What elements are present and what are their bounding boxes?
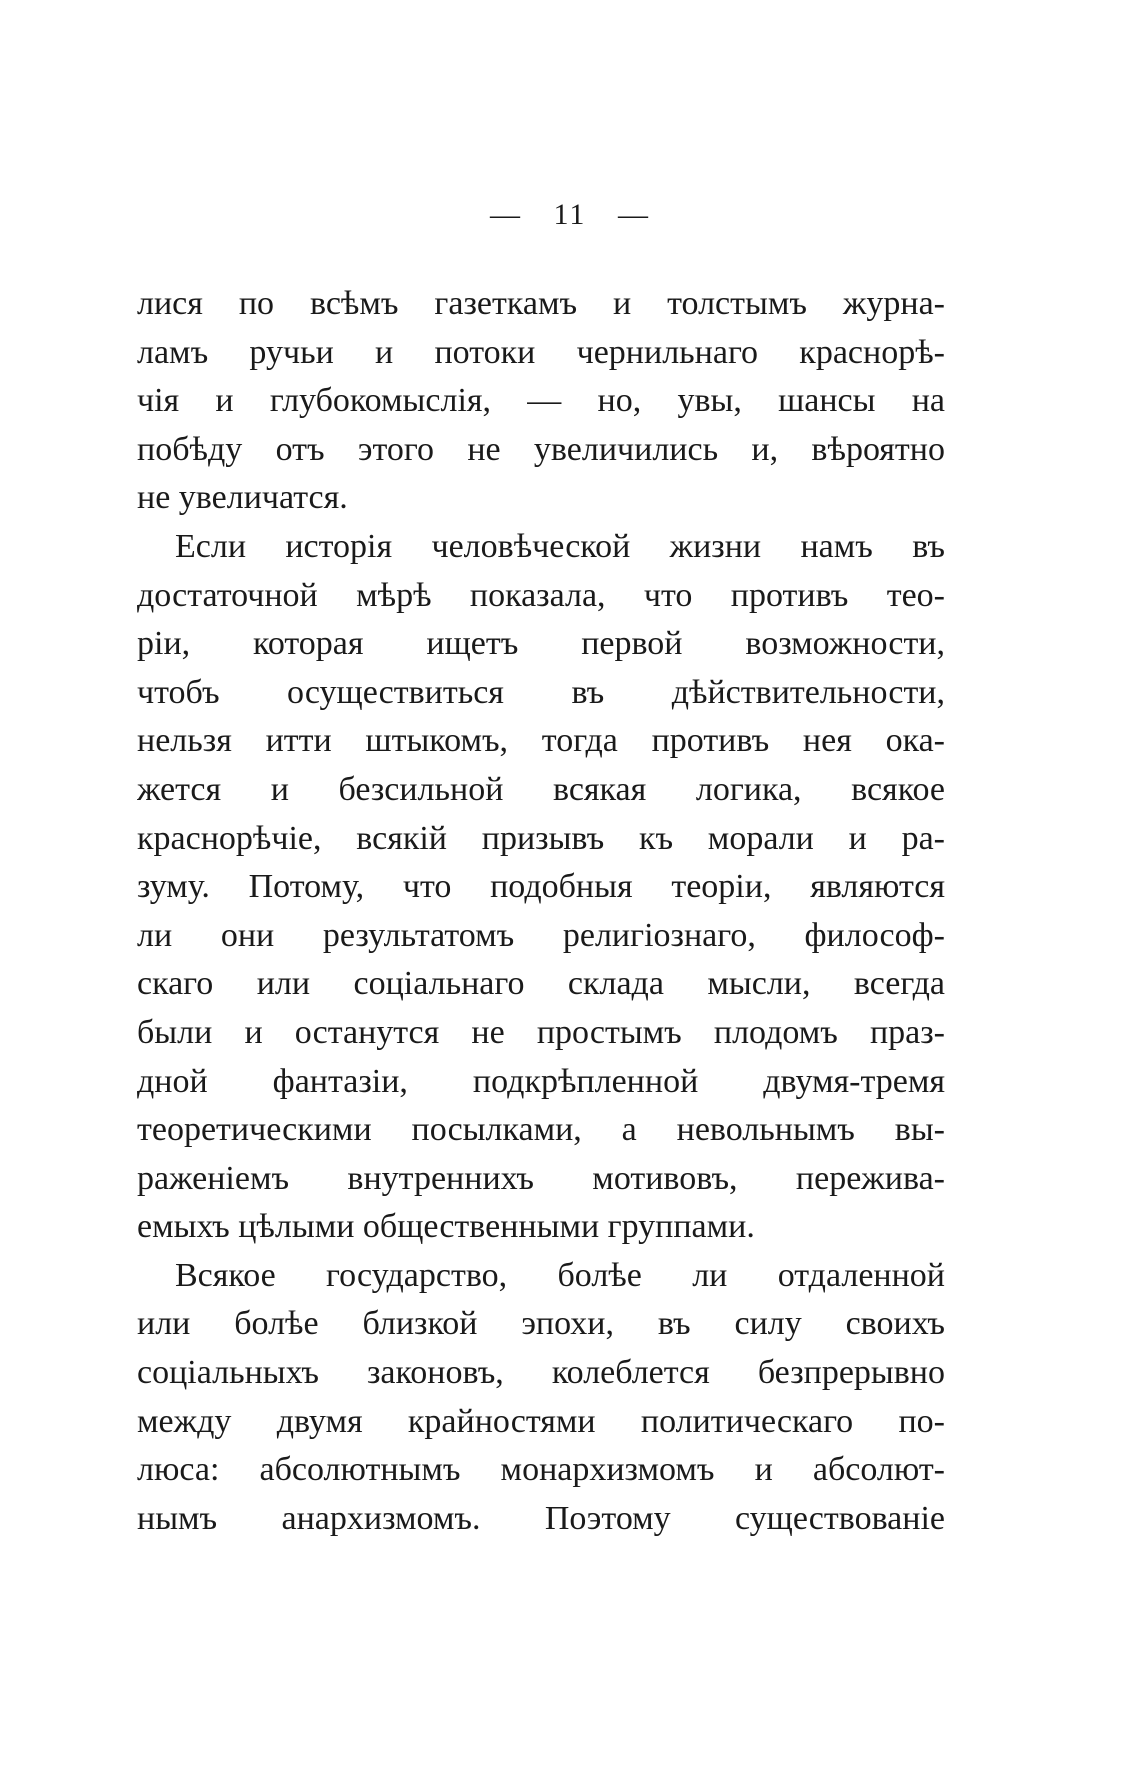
page-number-dash-right: — [617,198,650,231]
text-line: соціальныхъ законовъ, колеблется безпрерывно [137,1354,945,1392]
text-line: теоретическими посылками, а невольнымъ вы- [137,1111,945,1149]
text-line: раженіемъ внутреннихъ мотивовъ, пережива- [137,1159,945,1197]
text-line: Если исторія человѣческой жизни намъ въ [175,527,945,565]
text-line: Всякое государство, болѣе ли отдаленной [175,1256,945,1294]
page-number: 11 [553,198,587,231]
text-line: ламъ ручьи и потоки чернильнаго краснорѣ- [137,333,945,371]
text-line: побѣду отъ этого не увеличились и, вѣроятно [137,430,945,468]
text-line: краснорѣчіе, всякій призывъ къ морали и ра- [137,819,945,857]
text-line: между двумя крайностями политическаго по- [137,1402,945,1440]
text-line: ли они результатомъ религіознаго, философ- [137,916,945,954]
paragraph [137,280,945,523]
text-line: скаго или соціальнаго склада мысли, всегда [137,965,945,1003]
text-line: ріи, которая ищетъ первой возможности, [137,625,945,663]
text-line: жется и безсильной всякая логика, всякое [137,770,945,808]
text-line: лися по всѣмъ газеткамъ и толстымъ журна- [137,285,945,322]
text-line: дной фантазіи, подкрѣпленной двумя-тремя [137,1062,945,1100]
text-line: достаточной мѣрѣ показала, что противъ тео- [137,576,945,614]
text-line: емыхъ цѣлыми общественными группами. [137,1208,755,1246]
body-text [137,280,945,1543]
paragraph [137,1252,945,1544]
text-line: зуму. Потому, что подобныя теоріи, являются [137,868,945,906]
text-line: или болѣе близкой эпохи, въ силу своихъ [137,1305,945,1343]
text-line: нельзя итти штыкомъ, тогда противъ нея ока- [137,722,945,760]
text-line: не увеличатся. [137,479,348,517]
text-line: были и останутся не простымъ плодомъ праз- [137,1013,945,1051]
text-line: нымъ анархизмомъ. Поэтому существованіе [137,1499,945,1537]
text-line: чтобъ осуществиться въ дѣйствительности, [137,673,945,711]
page-number-header [0,198,1140,232]
paragraph [137,523,945,1252]
text-line: чія и глубокомыслія, — но, увы, шансы на [137,382,945,420]
text-line: люса: абсолютнымъ монархизмомъ и абсолют- [137,1451,945,1489]
page-number-dash-left: — [490,198,523,231]
